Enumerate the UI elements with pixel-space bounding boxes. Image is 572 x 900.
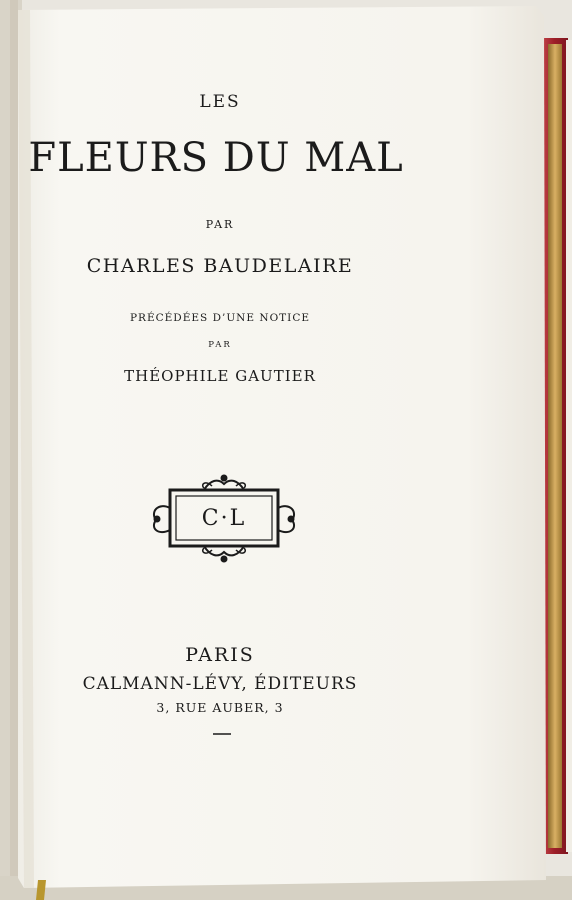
author-name: CHARLES BAUDELAIRE: [86, 255, 354, 277]
imprint-city: PARIS: [185, 644, 255, 666]
by-label-2: PAR: [208, 340, 232, 350]
imprint-publisher: CALMANN-LÉVY, ÉDITEURS: [82, 674, 358, 694]
notice-line: PRÉCÉDÉES D’UNE NOTICE: [129, 312, 311, 324]
by-label: PAR: [205, 218, 235, 231]
book-title: FLEURS DU MAL: [28, 135, 404, 181]
title-article: LES: [199, 92, 241, 112]
monogram-text: C·L: [201, 506, 247, 531]
gilt-edge: [548, 44, 562, 848]
imprint-address: 3, RUE AUBER, 3: [156, 700, 284, 715]
preface-author: THÉOPHILE GAUTIER: [124, 367, 316, 385]
